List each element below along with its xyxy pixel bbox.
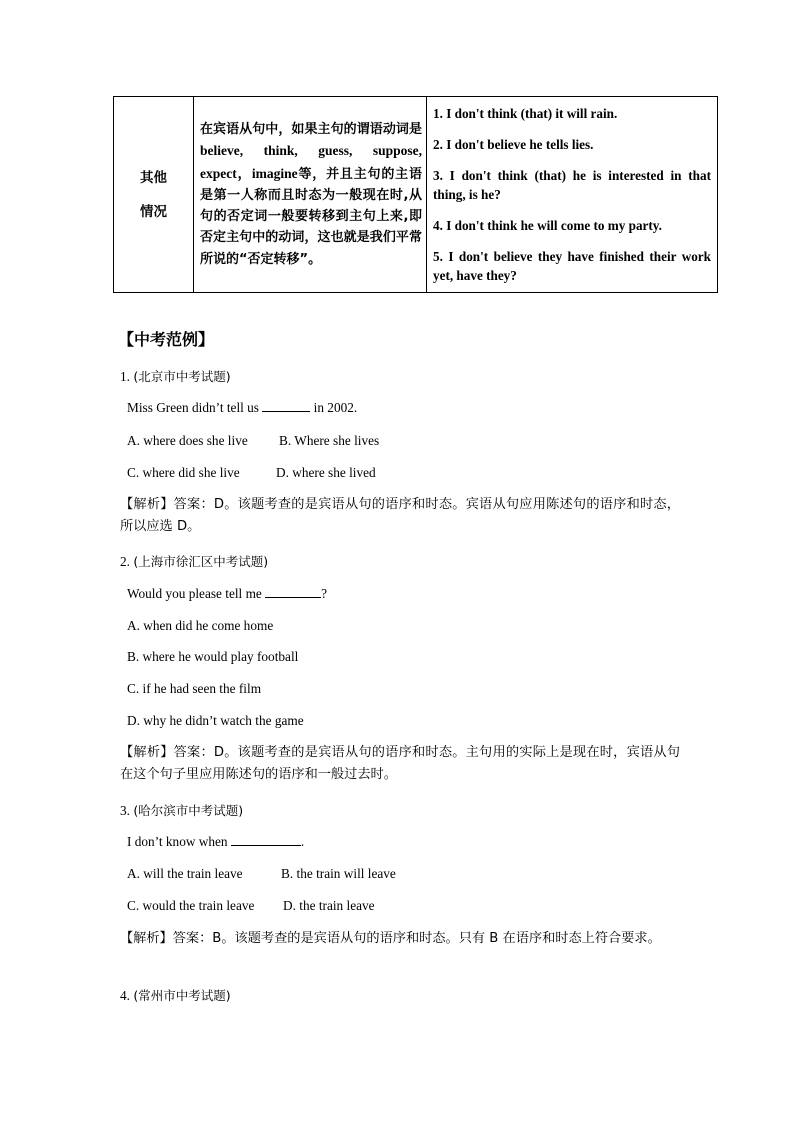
table-examples-cell xyxy=(427,97,718,293)
example-5: 5. I don't believe they have finished their work yet, have they? xyxy=(433,249,711,283)
question-3-analysis: 【解析】答案：B。该题考查的是宾语从句的语序和时态。只有 B 在语序和时态上符合要求。 xyxy=(120,931,661,946)
rule-text-part2: 等，并且主句的主语是第一人称而且时态为一般现在时,从句的否定词一般要转移到主句上来,即否定主句中的动词，这也就是我们平常所说的“否定转移”。 xyxy=(200,166,422,267)
answer-blank xyxy=(262,400,310,412)
option-b: B. Where she lives xyxy=(279,433,380,448)
option-a: A. will the train leave xyxy=(127,866,243,881)
option-b: B. where he would play football xyxy=(127,649,299,664)
question-source: (哈尔滨市中考试题) xyxy=(133,803,244,818)
question-3-stem xyxy=(127,834,304,850)
question-2-stem xyxy=(127,586,327,602)
stem-before: Miss Green didn’t tell us xyxy=(127,400,259,415)
question-2-header xyxy=(120,552,268,570)
option-c: C. if he had seen the film xyxy=(127,681,262,696)
question-1-header xyxy=(120,367,231,385)
option-d: D. why he didn’t watch the game xyxy=(127,713,304,728)
question-1-analysis: 【解析】答案：D。该题考查的是宾语从句的语序和时态。宾语从句应用陈述句的语序和时态，所以应选 D。 xyxy=(120,497,680,534)
stem-after: . xyxy=(300,834,305,849)
option-a: A. when did he come home xyxy=(127,618,274,633)
section-title: 【中考范例】 xyxy=(118,330,215,349)
stem-after: in 2002. xyxy=(313,400,358,415)
label-line-2: 情况 xyxy=(140,203,167,220)
question-number: 2. xyxy=(120,554,130,569)
stem-before: I don’t know when xyxy=(127,834,228,849)
example-2: 2. I don't believe he tells lies. xyxy=(433,137,594,152)
question-2-analysis: 【解析】答案：D。该题考查的是宾语从句的语序和时态。主句用的实际上是现在时，宾语从句在这个句子里应用陈述句的语序和一般过去时。 xyxy=(120,745,680,782)
question-source: (上海市徐汇区中考试题) xyxy=(133,554,269,569)
option-d: D. the train leave xyxy=(283,898,375,913)
question-number: 4. xyxy=(120,988,130,1003)
example-1: 1. I don't think (that) it will rain. xyxy=(433,106,618,121)
grammar-table xyxy=(113,96,718,293)
answer-blank xyxy=(265,586,321,598)
option-d: D. where she lived xyxy=(276,465,376,480)
table-row xyxy=(114,97,718,293)
question-number: 3. xyxy=(120,803,130,818)
rule-text-part1: 在宾语从句中，如果主句的谓语动词是 xyxy=(200,122,422,138)
table-label-cell xyxy=(114,97,194,293)
answer-blank xyxy=(231,834,301,846)
rule-text-verbs: believe, think, guess, suppose, expect，imagine xyxy=(200,143,422,181)
question-4-header xyxy=(120,986,231,1004)
option-c: C. would the train leave xyxy=(127,898,255,913)
option-c: C. where did she live xyxy=(127,465,240,480)
example-3: 3. I don't think (that) he is interested in that thing, is he? xyxy=(433,168,711,202)
option-a: A. where does she live xyxy=(127,433,248,448)
label-line-1: 其他 xyxy=(140,169,167,186)
question-number: 1. xyxy=(120,369,130,384)
stem-before: Would you please tell me xyxy=(127,586,262,601)
stem-after: ? xyxy=(321,586,328,601)
question-3-header xyxy=(120,801,243,819)
question-source: (北京市中考试题) xyxy=(133,369,231,384)
table-rule-cell xyxy=(194,97,427,293)
example-4: 4. I don't think he will come to my party. xyxy=(433,218,662,233)
question-1-stem xyxy=(127,400,357,416)
option-b: B. the train will leave xyxy=(281,866,396,881)
question-source: (常州市中考试题) xyxy=(133,988,231,1003)
